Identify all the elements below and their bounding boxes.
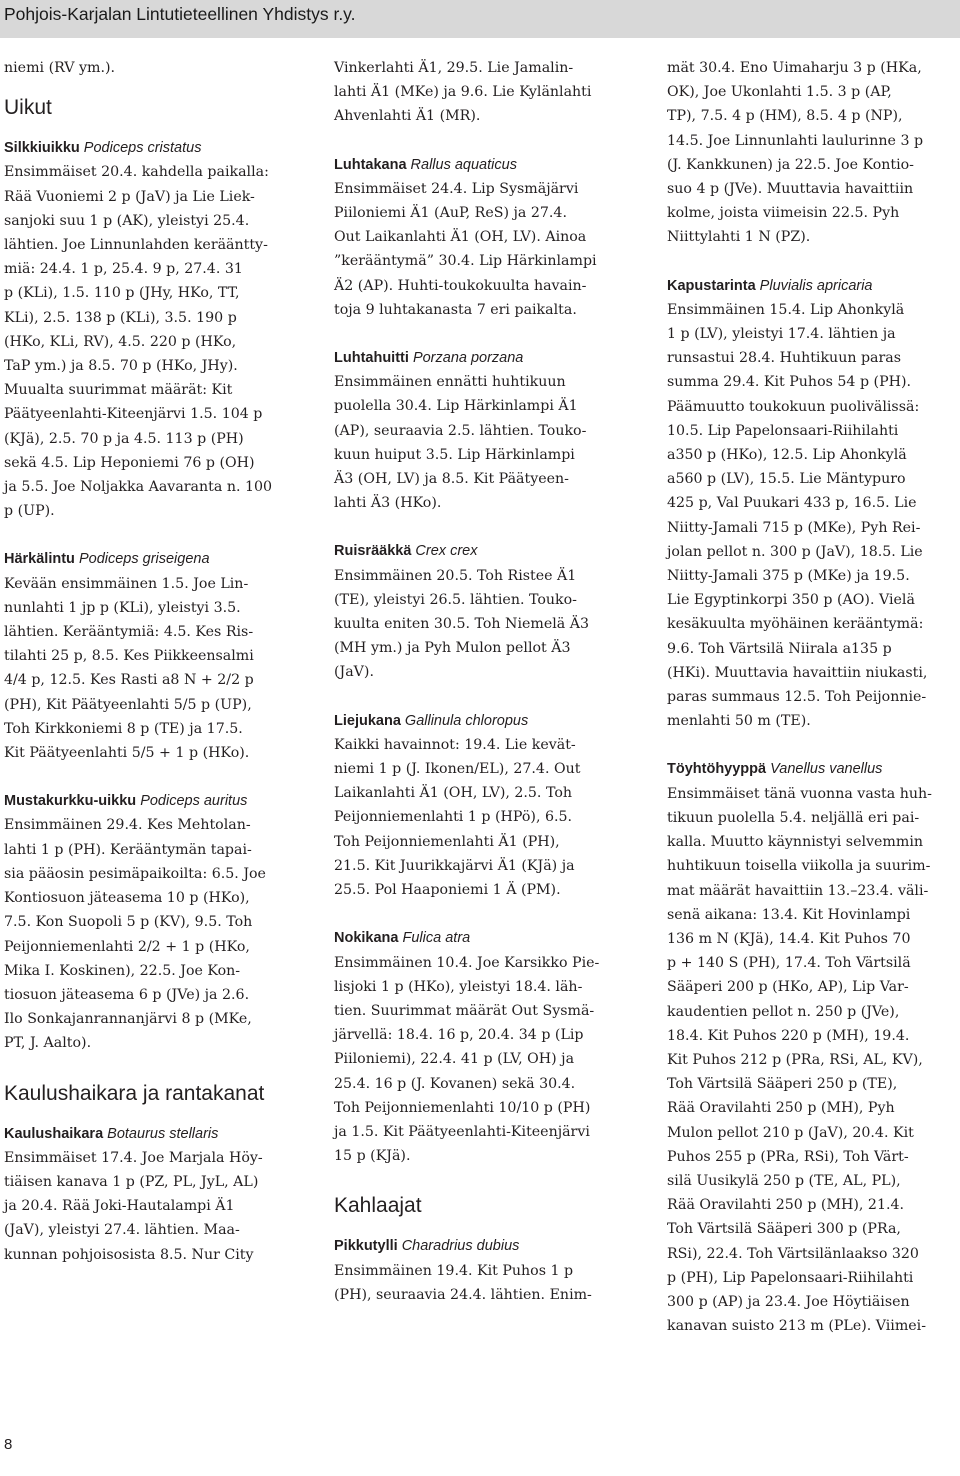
text-line: Piiloniemi), 22.4. 41 p (LV, OH) ja xyxy=(334,1051,575,1068)
text-line: ”kerääntymä” 30.4. Lip Härkinlampi xyxy=(334,253,597,270)
text-line: Kevään ensimmäinen 1.5. Joe Lin- xyxy=(4,575,249,592)
text-line: (JaV), yleistyi 27.4. lähtien. Maa- xyxy=(4,1222,240,1239)
text-line: Rää Vuoniemi 2 p (JaV) ja Lie Liek- xyxy=(4,188,255,205)
text-line: (TE), yleistyi 26.5. lähtien. Touko- xyxy=(334,591,577,608)
text-line: Toh Värtsilä Sääperi 250 p (TE), xyxy=(667,1076,898,1093)
text-line: järvellä: 18.4. 16 p, 20.4. 34 p (Lip xyxy=(334,1027,584,1044)
page-number: 8 xyxy=(4,1436,13,1453)
text-line: niemi (RV ym.). xyxy=(4,60,116,76)
section-heading-kahlaajat: Kahlaajat xyxy=(334,1194,422,1218)
species-heading xyxy=(4,789,306,813)
text-line: Ensimmäinen 19.4. Kit Puhos 1 p xyxy=(334,1262,574,1279)
text-line: Ensimmäiset 20.4. kahdella paikalla: xyxy=(4,164,269,181)
text-line: Ensimmäinen 10.4. Joe Karsikko Pie- xyxy=(334,954,600,971)
text-line: Ä3 (OH, LV) ja 8.5. Kit Päätyeen- xyxy=(334,471,569,488)
text-line: lisjoki 1 p (HKo), yleistyi 18.4. läh- xyxy=(334,978,583,995)
text-line: tikuun puolella 5.4. neljällä eri pai- xyxy=(667,809,920,826)
species-heading xyxy=(334,1234,636,1258)
text-line: lahti Ä3 (HKo). xyxy=(334,495,442,512)
text-line: Puhos 255 p (PRa, RSi), Toh Värt- xyxy=(667,1148,909,1165)
text-line: ja 1.5. Kit Päätyeenlahti-Kiteenjärvi xyxy=(334,1123,590,1140)
text-line: miä: 24.4. 1 p, 25.4. 9 p, 27.4. 31 xyxy=(4,261,243,278)
species-heading xyxy=(667,274,959,298)
text-block xyxy=(667,298,959,734)
species-latin: Gallinula chloropus xyxy=(404,712,529,729)
species-latin: Podiceps cristatus xyxy=(83,140,202,157)
species-name: Nokikana xyxy=(334,930,399,947)
species-heading xyxy=(334,346,636,370)
text-line: Laikanlahti Ä1 (OH, LV), 2.5. Toh xyxy=(334,785,572,802)
species-latin: Charadrius dubius xyxy=(401,1238,520,1255)
species-name: Härkälintu xyxy=(4,551,75,568)
text-line: Ilo Sonkajanrannanjärvi 8 p (MKe, xyxy=(4,1011,252,1028)
text-block xyxy=(667,56,959,250)
text-line: nunlahti 1 jp p (KLi), yleistyi 3.5. xyxy=(4,599,241,616)
species-heading xyxy=(667,757,959,781)
text-block xyxy=(334,56,636,129)
column-3 xyxy=(667,56,959,1338)
species-heading xyxy=(334,539,636,563)
text-line: (HKo, KLi, RV), 4.5. 220 p (HKo, xyxy=(4,333,237,350)
text-line: lahti 1 p (PH). Kerääntymän tapai- xyxy=(4,841,252,858)
species-heading xyxy=(334,709,636,733)
text-line: tiäisen kanava 1 p (PZ, PL, JyL, AL) xyxy=(4,1173,259,1190)
text-line: 1 p (LV), yleistyi 17.4. lähtien ja xyxy=(667,326,896,343)
text-line: kalla. Muutto käynnistyi selvemmin xyxy=(667,834,923,851)
text-line: tilahti 25 p, 8.5. Kes Piikkeensalmi xyxy=(4,648,254,665)
text-line: Ensimmäiset 24.4. Lip Sysmäjärvi xyxy=(334,180,579,197)
species-name: Töyhtöhyyppä xyxy=(667,761,767,778)
text-line: Kit Päätyeenlahti 5/5 + 1 p (HKo). xyxy=(4,745,250,762)
text-block xyxy=(4,572,306,766)
text-line: Kit Puhos 212 p (PRa, RSi, AL, KV), xyxy=(667,1051,923,1068)
text-line: Toh Värtsilä Sääperi 300 p (PRa, xyxy=(667,1221,901,1238)
species-latin: Porzana porzana xyxy=(412,350,524,367)
text-block xyxy=(4,160,306,523)
text-line: ja 5.5. Joe Noljakka Aavaranta n. 100 xyxy=(4,479,273,496)
text-line: kaudentien pellot n. 250 p (JVe), xyxy=(667,1003,900,1020)
text-block xyxy=(334,177,636,322)
text-line: runsastui 28.4. Huhtikuun paras xyxy=(667,350,902,367)
text-line: p (KLi), 1.5. 110 p (JHy, HKo, TT, xyxy=(4,285,240,302)
text-line: 7.5. Kon Suopoli 5 p (KV), 9.5. Toh xyxy=(4,914,253,931)
text-line: TP), 7.5. 4 p (HM), 8.5. 4 p (NP), xyxy=(667,108,903,125)
publication-title: Pohjois-Karjalan Lintutieteellinen Yhdistys r.y. xyxy=(4,4,356,24)
text-block xyxy=(4,813,306,1055)
species-latin: Podiceps griseigena xyxy=(78,551,210,568)
species-heading xyxy=(4,547,306,571)
text-line: sanjoki suu 1 p (AK), yleistyi 25.4. xyxy=(4,212,250,229)
text-line: Ahvenlahti Ä1 (MR). xyxy=(334,108,481,125)
text-line: Sääperi 200 p (HKo, AP), Lip Var- xyxy=(667,979,909,996)
text-line: RSi), 22.4. Toh Värtsilänlaakso 320 xyxy=(667,1245,919,1262)
text-line: tiosuon jäteasema 6 p (JVe) ja 2.6. xyxy=(4,986,250,1003)
text-line: niemi 1 p (J. Ikonen/EL), 27.4. Out xyxy=(334,761,581,778)
text-line: 10.5. Lip Papelonsaari-Riihilahti xyxy=(667,422,899,439)
text-line: Rää Oravilahti 250 p (MH), Pyh xyxy=(667,1100,895,1117)
text-line: Mika I. Koskinen), 22.5. Joe Kon- xyxy=(4,962,241,979)
text-line: tien. Suurimmat määrät Out Sysmä- xyxy=(334,1002,595,1019)
text-line: senä aikana: 13.4. Kit Hovinlampi xyxy=(667,906,911,923)
text-line: Ä2 (AP). Huhti-toukokuulta havain- xyxy=(334,277,587,294)
text-line: (MH ym.) ja Pyh Mulon pellot Ä3 xyxy=(334,640,571,657)
species-heading xyxy=(334,926,636,950)
text-line: Out Laikanlahti Ä1 (OH, LV). Ainoa xyxy=(334,229,587,246)
text-line: 4/4 p, 12.5. Kes Rasti a8 N + 2/2 p xyxy=(4,672,254,689)
text-line: (HKi). Muuttavia havaittiin niukasti, xyxy=(667,664,928,681)
text-line: 15 p (KJä). xyxy=(334,1148,411,1165)
text-block xyxy=(4,56,306,80)
text-line: jolan pellot n. 300 p (JaV), 18.5. Lie xyxy=(667,543,923,560)
text-line: Toh Peijonniemenlahti Ä1 (PH), xyxy=(334,833,560,850)
species-name: Luhtahuitti xyxy=(334,350,409,367)
text-line: Ensimmäinen 20.5. Toh Ristee Ä1 xyxy=(334,567,577,584)
text-line: p (PH), Lip Papelonsaari-Riihilahti xyxy=(667,1269,914,1286)
section-heading-kaulushaikara: Kaulushaikara ja rantakanat xyxy=(4,1081,265,1105)
text-line: Piiloniemi Ä1 (AuP, ReS) ja 27.4. xyxy=(334,205,567,222)
page-header xyxy=(0,0,960,38)
text-line: Toh Peijonniemenlahti 10/10 p (PH) xyxy=(334,1099,591,1116)
column-2 xyxy=(334,56,636,1307)
text-line: huhtikuun toisella viikolla ja suurim- xyxy=(667,858,931,875)
text-line: Rää Oravilahti 250 p (MH), 21.4. xyxy=(667,1197,905,1214)
text-line: 136 m N (KJä), 14.4. Kit Puhos 70 xyxy=(667,930,911,947)
text-line: 9.6. Toh Värtsilä Niirala a135 p xyxy=(667,640,892,657)
text-line: paras summaus 12.5. Toh Peijonnie- xyxy=(667,689,927,706)
text-line: p (UP). xyxy=(4,503,55,520)
text-line: KLi), 2.5. 138 p (KLi), 3.5. 190 p xyxy=(4,309,237,326)
text-line: 25.5. Pol Haaponiemi 1 Ä (PM). xyxy=(334,882,561,899)
text-block xyxy=(334,1259,636,1307)
text-line: Niittylahti 1 N (PZ). xyxy=(667,229,811,246)
text-line: Vinkerlahti Ä1, 29.5. Lie Jamalin- xyxy=(334,60,574,76)
column-1 xyxy=(4,56,306,1267)
species-name: Kapustarinta xyxy=(667,277,756,294)
text-line: toja 9 luhtakanasta 7 eri paikalta. xyxy=(334,301,577,318)
text-line: Päätyeenlahti-Kiteenjärvi 1.5. 104 p xyxy=(4,406,263,423)
text-line: 21.5. Kit Juurikkajärvi Ä1 (KJä) ja xyxy=(334,857,575,874)
text-line: mät 30.4. Eno Uimaharju 3 p (HKa, xyxy=(667,60,922,76)
species-name: Kaulushaikara xyxy=(4,1125,104,1142)
text-line: kuulta eniten 30.5. Toh Niemelä Ä3 xyxy=(334,616,590,633)
text-line: Ensimmäinen 15.4. Lip Ahonkylä xyxy=(667,301,905,318)
species-latin: Vanellus vanellus xyxy=(770,761,883,778)
text-line: 300 p (AP) ja 23.4. Joe Höytiäisen xyxy=(667,1293,910,1310)
text-line: kesäkuulta myöhäinen kerääntymä: xyxy=(667,616,924,633)
text-line: menlahti 50 m (TE). xyxy=(667,713,811,730)
text-line: kolme, joista viimeisin 22.5. Pyh xyxy=(667,205,900,222)
species-latin: Podiceps auritus xyxy=(140,793,248,810)
text-line: (PH), seuraavia 24.4. lähtien. Enim- xyxy=(334,1286,592,1303)
species-name: Silkkiuikku xyxy=(4,140,80,157)
text-line: (JaV). xyxy=(334,664,374,681)
text-line: lahti Ä1 (MKe) ja 9.6. Lie Kylänlahti xyxy=(334,84,592,101)
text-line: summa 29.4. Kit Puhos 54 p (PH). xyxy=(667,374,912,391)
text-line: lähtien. Joe Linnunlahden kerääntty- xyxy=(4,237,268,254)
species-name: Ruisrääkkä xyxy=(334,543,412,560)
species-latin: Crex crex xyxy=(415,543,478,560)
text-line: 18.4. Kit Puhos 220 p (MH), 19.4. xyxy=(667,1027,910,1044)
text-line: kuun huiput 3.5. Lip Härkinlampi xyxy=(334,446,575,463)
text-line: (AP), seuraavia 2.5. lähtien. Touko- xyxy=(334,422,587,439)
text-line: Lie Egyptinkorpi 350 p (AO). Vielä xyxy=(667,592,915,609)
text-line: a350 p (HKo), 12.5. Lip Ahonkylä xyxy=(667,447,907,464)
text-line: Niitty-Jamali 715 p (MKe), Pyh Rei- xyxy=(667,519,921,536)
text-line: Kontiosuon jäteasema 10 p (HKo), xyxy=(4,890,250,907)
species-latin: Fulica atra xyxy=(402,930,471,947)
text-line: TaP ym.) ja 8.5. 70 p (HKo, JHy). xyxy=(4,358,238,375)
text-line: mat määrät havaittiin 13.–23.4. väli- xyxy=(667,882,929,899)
species-heading xyxy=(4,136,306,160)
species-heading xyxy=(334,153,636,177)
text-block xyxy=(334,370,636,515)
text-line: (PH), Kit Päätyeenlahti 5/5 p (UP), xyxy=(4,696,252,713)
text-line: suo 4 p (JVe). Muuttavia havaittiin xyxy=(667,181,914,198)
text-line: PT, J. Aalto). xyxy=(4,1035,92,1052)
text-line: puolella 30.4. Lip Härkinlampi Ä1 xyxy=(334,398,578,415)
text-line: Ensimmäiset tänä vuonna vasta huh- xyxy=(667,785,932,802)
text-line: p + 140 S (PH), 17.4. Toh Värtsilä xyxy=(667,955,911,972)
text-line: kanavan suisto 213 m (PLe). Viimei- xyxy=(667,1318,927,1335)
text-block xyxy=(4,1146,306,1267)
species-latin: Botaurus stellaris xyxy=(107,1125,219,1142)
text-line: lähtien. Kerääntymiä: 4.5. Kes Ris- xyxy=(4,624,254,641)
text-line: (J. Kankkunen) ja 22.5. Joe Kontio- xyxy=(667,156,914,173)
text-line: sia pääosin pesimäpaikoilta: 6.5. Joe xyxy=(4,865,266,882)
text-block xyxy=(667,782,959,1339)
text-line: OK), Joe Ukonlahti 1.5. 3 p (AP, xyxy=(667,84,892,101)
text-line: Ensimmäinen ennätti huhtikuun xyxy=(334,374,566,391)
section-heading-uikut: Uikut xyxy=(4,96,52,120)
species-name: Mustakurkku-uikku xyxy=(4,793,137,810)
text-line: Niitty-Jamali 375 p (MKe) ja 19.5. xyxy=(667,568,910,585)
text-line: sekä 4.5. Lip Heponiemi 76 p (OH) xyxy=(4,454,255,471)
species-heading xyxy=(4,1122,306,1146)
text-line: Peijonniemenlahti 1 p (HPö), 6.5. xyxy=(334,809,573,826)
text-line: 14.5. Joe Linnunlahti laulurinne 3 p xyxy=(667,132,924,149)
text-line: silä Uusikylä 250 p (TE, AL, PL), xyxy=(667,1172,901,1189)
text-block xyxy=(334,951,636,1169)
text-line: Päämuutto toukokuun puolivälissä: xyxy=(667,398,920,415)
text-line: (KJä), 2.5. 70 p ja 4.5. 113 p (PH) xyxy=(4,430,244,447)
text-line: a560 p (LV), 15.5. Lie Mäntypuro xyxy=(667,471,906,488)
text-line: 425 p, Val Puukari 433 p, 16.5. Lie xyxy=(667,495,917,512)
text-line: Kaikki havainnot: 19.4. Lie kevät- xyxy=(334,736,576,753)
text-block xyxy=(334,733,636,902)
text-line: Mulon pellot 210 p (JaV), 20.4. Kit xyxy=(667,1124,914,1141)
species-latin: Rallus aquaticus xyxy=(410,156,517,173)
text-line: Muualta suurimmat määrät: Kit xyxy=(4,382,233,399)
text-line: kunnan pohjoisosista 8.5. Nur City xyxy=(4,1246,254,1263)
text-line: Ensimmäinen 29.4. Kes Mehtolan- xyxy=(4,817,251,834)
species-name: Luhtakana xyxy=(334,156,407,173)
text-line: Toh Kirkkoniemi 8 p (TE) ja 17.5. xyxy=(4,720,243,737)
species-latin: Pluvialis apricaria xyxy=(759,277,873,294)
text-line: Peijonniemenlahti 2/2 + 1 p (HKo, xyxy=(4,938,250,955)
species-name: Liejukana xyxy=(334,712,401,729)
text-block xyxy=(334,564,636,685)
text-line: ja 20.4. Rää Joki-Hautalampi Ä1 xyxy=(4,1198,235,1215)
text-line: Ensimmäiset 17.4. Joe Marjala Höy- xyxy=(4,1149,263,1166)
species-name: Pikkutylli xyxy=(334,1238,398,1255)
text-line: 25.4. 16 p (J. Kovanen) sekä 30.4. xyxy=(334,1075,576,1092)
